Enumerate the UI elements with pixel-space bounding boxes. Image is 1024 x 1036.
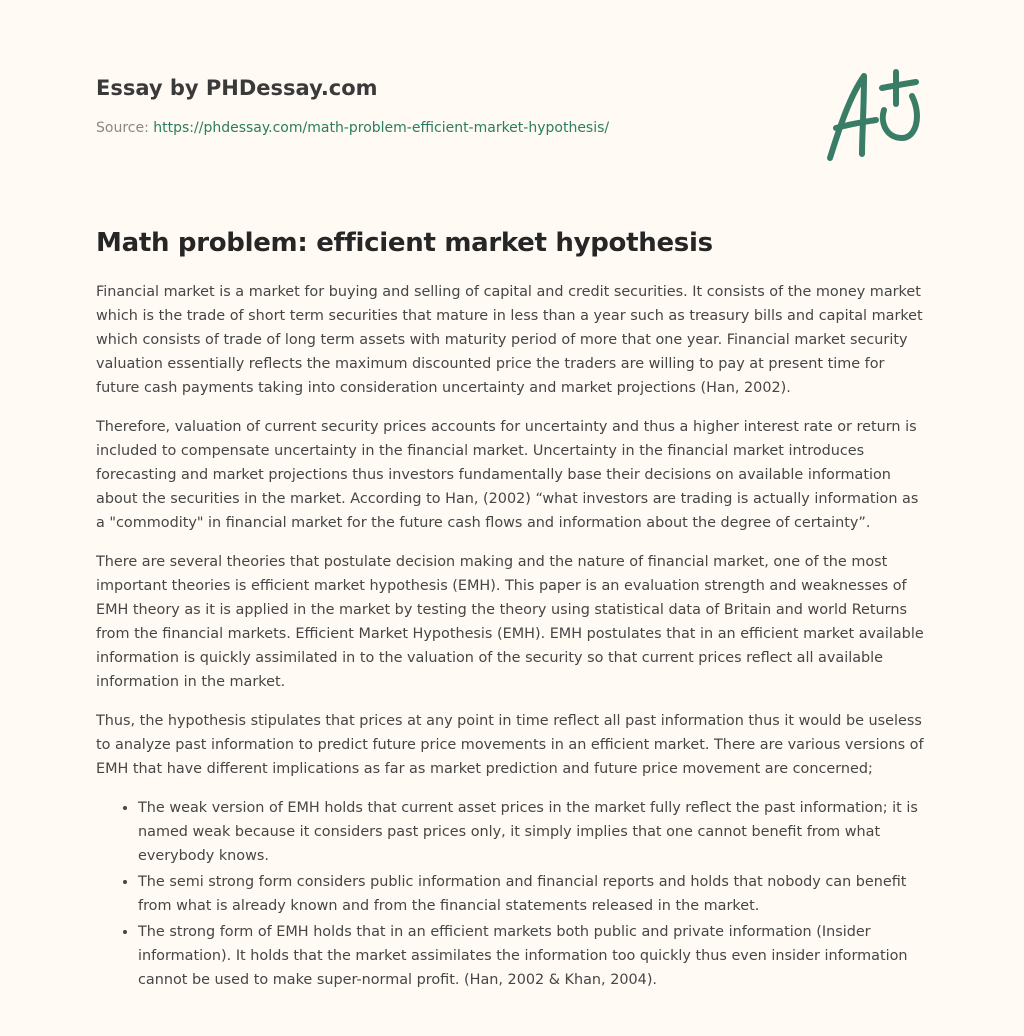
a-plus-logo-icon — [820, 66, 930, 166]
source-line — [96, 120, 609, 136]
paragraph: There are several theories that postulate decision making and the nature of financial market, one of the most important theories is efficient market hypothesis (EMH). This paper is an evaluation strength and weaknesses of EMH theory as it is applied in the market by testing the theory using statistical data of Britain and world Returns from the financial markets. Efficient Market Hypothesis (EMH). EMH postulates that in an efficient market available information is quickly assimilated in to the valuation of the security so that current prices reflect all available information in the market. — [96, 554, 924, 690]
header — [96, 76, 609, 136]
list-item: • The strong form of EMH holds that in an efficient markets both public and private information (Insider information). It holds that the market assimilates the information too quickly thus even insider information cannot be used to make super-normal profit. (Han, 2002 & Khan, 2004). — [138, 920, 930, 992]
paragraph: Therefore, valuation of current security prices accounts for uncertainty and thus a higher interest rate or return is included to compensate uncertainty in the financial market. Uncertainty in the financial market introduces forecasting and market projections thus investors fundamentally base their decisions on available information about the securities in the market. According to Han, (2002) “what investors are trading is actually information as a "commodity" in financial market for the future cash flows and information about the degree of certainty”. — [96, 419, 919, 531]
list-item: • The weak version of EMH holds that current asset prices in the market fully reflect the past information; it is named weak because it considers past prices only, it simply implies that one cannot benefit from what everybody knows. — [138, 796, 930, 868]
bullet-list — [96, 796, 930, 992]
paragraph: Thus, the hypothesis stipulates that prices at any point in time reflect all past information thus it would be useless to analyze past information to predict future price movements in an efficient market. There are various versions of EMH that have different implications as far as market prediction and future price movement are concerned; — [96, 713, 924, 777]
list-item: • The semi strong form considers public information and financial reports and holds that nobody can benefit from what is already known and from the financial statements released in the market. — [138, 870, 930, 918]
paragraph: Financial market is a market for buying and selling of capital and credit securities. It consists of the money market which is the trade of short term securities that mature in less than a year such as treasury bills and capital market which consists of trade of long term assets with maturity period of more that one year. Financial market security valuation essentially reflects the maximum discounted price the traders are willing to pay at present time for future cash payments taking into consideration uncertainty and market projections (Han, 2002). — [96, 284, 923, 396]
source-label: Source: — [96, 120, 149, 136]
article-title: Math problem: efficient market hypothesis — [96, 228, 713, 258]
brand-title: Essay by PHDessay.com — [96, 76, 378, 100]
article — [96, 228, 930, 994]
source-link[interactable]: https://phdessay.com/math-problem-efficient-market-hypothesis/ — [153, 120, 610, 136]
